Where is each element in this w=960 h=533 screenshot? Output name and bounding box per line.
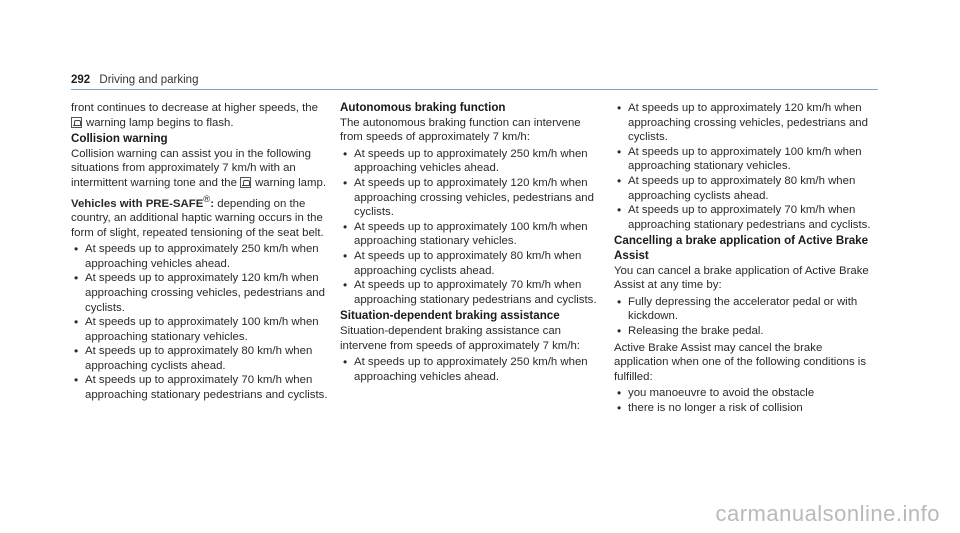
autonomous-paragraph: The autonomous braking function can intervene from speeds of approximately 7 km/h:	[340, 116, 581, 144]
active-brake-paragraph: Active Brake Assist may cancel the brake application when one of the following conditions is fulfilled:	[614, 341, 867, 383]
conditions-list	[614, 386, 872, 415]
list-item: • At speeds up to approximately 250 km/h when approaching vehicles ahead.	[340, 355, 598, 384]
list-item: • Releasing the brake pedal.	[614, 324, 872, 339]
list-item: • At speeds up to approximately 70 km/h when approaching stationary pedestrians and cyclists.	[340, 278, 598, 307]
heading-situation-braking: Situation-dependent braking assistance	[340, 309, 560, 323]
list-item: • At speeds up to approximately 120 km/h when approaching crossing vehicles, pedestrians and cyclists.	[340, 176, 598, 220]
column-2	[340, 101, 598, 386]
list-item: • At speeds up to approximately 120 km/h when approaching crossing vehicles, pedestrians and cyclists.	[71, 271, 329, 315]
distance-warning-lamp-icon	[71, 117, 82, 128]
list-item: • At speeds up to approximately 250 km/h when approaching vehicles ahead.	[71, 242, 329, 271]
watermark: carmanualsonline.info	[715, 501, 940, 526]
page-number: 292	[71, 74, 91, 86]
column-3	[614, 101, 872, 417]
list-item: • At speeds up to approximately 100 km/h when approaching stationary vehicles.	[340, 220, 598, 249]
list-item: • At speeds up to approximately 80 km/h when approaching cyclists ahead.	[71, 344, 329, 373]
list-item: • At speeds up to approximately 80 km/h when approaching cyclists ahead.	[340, 249, 598, 278]
list-item: • At speeds up to approximately 120 km/h when approaching crossing vehicles, pedestrians and cyclists.	[614, 101, 872, 145]
collision-speed-list	[71, 242, 329, 403]
heading-autonomous-braking: Autonomous braking function	[340, 101, 506, 114]
intro-paragraph: front continues to decrease at higher speeds, the warning lamp begins to flash.	[71, 102, 318, 129]
column-1	[71, 101, 329, 405]
page-header	[71, 74, 198, 86]
list-item: • At speeds up to approximately 100 km/h when approaching stationary vehicles.	[71, 315, 329, 344]
situation-paragraph: Situation-dependent braking assistance can intervene from speeds of approximately 7 km/h:	[340, 324, 580, 352]
pre-safe-paragraph: Vehicles with PRE-SAFE®: depending on the country, an additional haptic warning occurs in the form of slight, repeated tensioning of the seat belt.	[71, 193, 324, 239]
heading-cancel-brake: Cancelling a brake application of Active Brake Assist	[614, 234, 869, 262]
list-item: • At speeds up to approximately 80 km/h when approaching cyclists ahead.	[614, 174, 872, 203]
cancel-list	[614, 295, 872, 339]
list-item: • At speeds up to approximately 70 km/h when approaching stationary pedestrians and cyclists.	[71, 373, 329, 402]
distance-warning-lamp-icon	[240, 177, 251, 188]
list-item: • At speeds up to approximately 250 km/h when approaching vehicles ahead.	[340, 147, 598, 176]
situation-speed-list-cont	[614, 101, 872, 232]
list-item: • At speeds up to approximately 70 km/h when approaching stationary pedestrians and cyclists.	[614, 203, 872, 232]
collision-paragraph: Collision warning can assist you in the following situations from approximately 7 km/h with an intermittent warning tone and the warning lamp.	[71, 147, 326, 189]
list-item: • Fully depressing the accelerator pedal or with kickdown.	[614, 295, 872, 324]
list-item: • there is no longer a risk of collision	[614, 401, 872, 416]
heading-collision-warning: Collision warning	[71, 132, 168, 146]
situation-speed-list	[340, 355, 598, 384]
section-title: Driving and parking	[99, 74, 199, 86]
list-item: • At speeds up to approximately 100 km/h when approaching stationary vehicles.	[614, 145, 872, 174]
autonomous-speed-list	[340, 147, 598, 308]
list-item: • you manoeuvre to avoid the obstacle	[614, 386, 872, 401]
header-rule	[71, 89, 878, 90]
cancel-paragraph: You can cancel a brake application of Active Brake Assist at any time by:	[614, 264, 869, 292]
